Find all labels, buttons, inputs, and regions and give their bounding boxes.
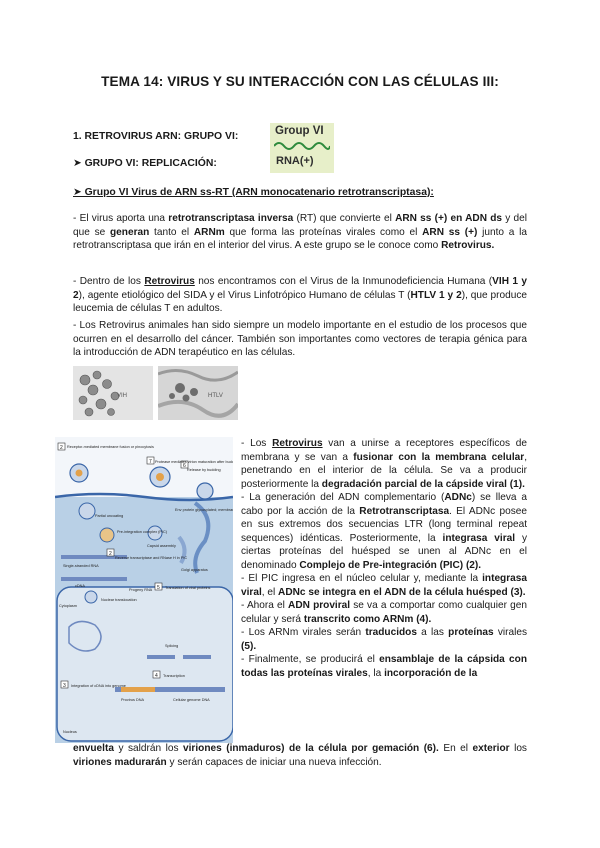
- htlv-caption: HTLV: [208, 393, 223, 399]
- diagram-step-7: 7: [149, 459, 152, 465]
- page-title: TEMA 14: VIRUS Y SU INTERACCIÓN CON LAS CÉLULAS III:: [101, 74, 499, 89]
- badge-group-label: Group VI: [275, 125, 324, 137]
- rna-wave-icon: [274, 140, 330, 152]
- vih-caption: VIH: [117, 393, 128, 399]
- diagram-label-rt: Reverse transcriptase and RNase H in PIC: [115, 556, 188, 560]
- diagram-label-nucleus: Nucleus: [63, 730, 77, 734]
- diagram-label-splicing: Splicing: [165, 644, 179, 648]
- diagram-label-ssrna: Single-stranded RNA: [63, 564, 99, 568]
- paragraph-vih-htlv: - Dentro de los Retrovirus nos encontramos con el Virus de la Inmunodeficiencia Humana (VIH 1 y 2), agente etiológico del SIDA y el Virus Linfotrópico Humano de células T (HTLV 1 y 2), que produce leucemia de células T en adultos.: [73, 276, 528, 314]
- section-heading-replicacion: ➤ GRUPO VI: REPLICACIÓN:: [73, 158, 217, 169]
- diagram-label-protease: Protease mediates virion maturation after budding: [155, 460, 233, 464]
- diagram-label-integration: Integration of cDNA into genome: [71, 684, 126, 688]
- diagram-label-pic: Pre-integration complex (PIC): [117, 530, 168, 534]
- diagram-label-budding: Release by budding: [187, 468, 221, 472]
- diagram-label-provirus: Provirus DNA: [121, 698, 144, 702]
- section-heading-retrovirus: 1. RETROVIRUS ARN: GRUPO VI:: [73, 131, 239, 142]
- diagram-label-transcription: Transcription: [163, 674, 185, 678]
- vih-micrograph: [73, 366, 153, 420]
- paragraph-rt: - El virus aporta una retrotranscriptasa inversa (RT) que convierte el ARN ss (+) en ADN ds y del que se generan tanto el ARNm que forma las proteínas virales como el ARN ss (+) junto a la retrotranscriptasa que irán en el interior del virus. A este grupo se le conoce como Retrovirus.: [73, 213, 527, 251]
- paragraph-final: envuelta y saldrán los viriones (inmaduros) de la célula por gemación (6). En el exterior los viriones madurarán y serán capaces de iniciar una nueva infección.: [73, 743, 527, 768]
- diagram-label-cdna: cDNA: [75, 584, 85, 588]
- paragraph-cancer: - Los Retrovirus animales han sido siempre un modelo importante en el estudio de los procesos que ocurren en el desarrollo del cáncer. También son importantes como vectores de terapia génica para la introducción de ADN terapéutico en las células.: [73, 320, 527, 358]
- diagram-label-nuclear: Nuclear translocation: [101, 598, 137, 602]
- diagram-label-cellular: Cellular genome DNA: [173, 698, 210, 702]
- diagram-label-er: Env protein glycosylated; membrane: [175, 508, 233, 512]
- htlv-micrograph: [158, 366, 238, 420]
- paragraph-replication-steps: - Los Retrovirus van a unirse a receptores específicos de membrana y se van a fusionar con la membrana celular, penetrando en el interior de la célula. Se va a producir posteriormente la degradación parcial de la cápside viral (1). - La generación del ADN complementario (ADNc) se lleva a cabo por la acción de la Retrotranscriptasa. El ADNc posee en sus extremos dos secuencias LTR (long terminal repeat sequences) idénticas. Posteriormente, la integrasa viral y ciertas proteínas del huésped se unen al ADNc en el denominado Complejo de Pre-integración (PIC) (2). - El PIC ingresa en el núcleo celular y, mediante la integrasa viral, el ADNc se integra en el ADN de la célula huésped (3). - Ahora el ADN proviral se va a comportar como cualquier gen celular y será transcrito como ARNm (4). - Los ARNm virales serán traducidos a las proteínas virales (5). - Finalmente, se producirá el ensamblaje de la cápsida con todas las proteínas virales, la incorporación de la: [241, 438, 528, 679]
- diagram-label-capsid: Capsid assembly: [147, 544, 176, 548]
- retrovirus-replication-diagram: [55, 437, 233, 743]
- diagram-step-4: 4: [155, 673, 158, 679]
- diagram-step-2: 2: [109, 551, 112, 557]
- subsection-heading: ➤ Grupo VI Virus de ARN ss-RT (ARN monocatenario retrotranscriptasa):: [73, 187, 434, 198]
- badge-rna-label: RNA(+): [276, 155, 314, 167]
- diagram-label-fusion: Receptor-mediated membrane fusion or pinocytosis: [67, 445, 154, 449]
- diagram-label-golgi: Golgi apparatus: [181, 568, 208, 572]
- diagram-step-5: 5: [157, 585, 160, 591]
- diagram-label-progeny: Progeny RNA: [129, 588, 153, 592]
- diagram-label-translation: Translation of viral proteins: [165, 586, 211, 590]
- group-vi-badge: [270, 123, 334, 173]
- diagram-step-1: 2: [60, 445, 63, 451]
- diagram-label-uncoating: Partial uncoating: [95, 514, 124, 518]
- diagram-label-cytoplasm: Cytoplasm: [59, 604, 77, 608]
- diagram-step-3: 3: [63, 683, 66, 689]
- diagram-step-6: 6: [183, 463, 186, 469]
